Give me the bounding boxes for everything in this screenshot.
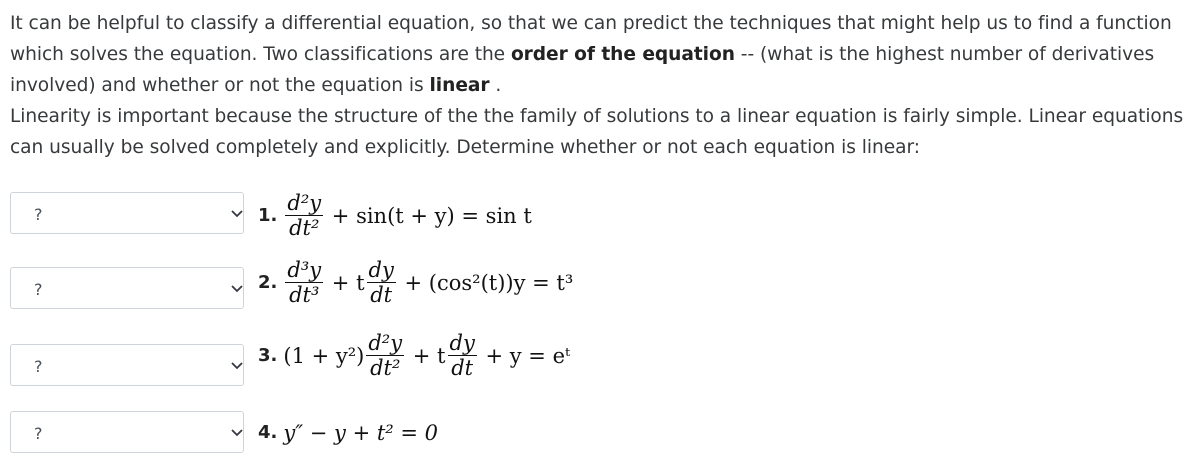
question-row-3 [10, 331, 1190, 388]
select-value: ? [34, 205, 43, 224]
equation-middle: + t [331, 270, 365, 295]
equation-number: 2. [258, 272, 278, 293]
select-value: ? [34, 280, 43, 299]
equation-number: 3. [258, 345, 278, 366]
equation-middle: + t [412, 343, 446, 368]
intro-paragraph-1 [10, 8, 1188, 101]
equation-1 [258, 192, 532, 239]
fraction [285, 259, 323, 306]
intro-text-e: . [489, 75, 502, 96]
linearity-select-3[interactable] [10, 344, 244, 386]
numerator: dy [449, 331, 475, 355]
question-row-2 [10, 258, 1190, 311]
equation-rest: + sin(t + y) = sin t [331, 203, 532, 228]
chevron-down-icon [230, 208, 244, 220]
chevron-down-icon [230, 360, 244, 372]
equation-4 [258, 419, 438, 445]
fraction [367, 259, 396, 306]
intro-text-c: -- (what is the highest number of derivatives involved) and whether or not the equation is [10, 44, 1155, 96]
equation-3 [258, 332, 570, 379]
order-of-equation-bold: order of the equation [510, 44, 735, 65]
question-text [10, 8, 1188, 163]
denominator: dt² [370, 356, 401, 380]
fraction [285, 192, 323, 239]
equation-2 [258, 259, 573, 306]
equation-rest: + y = eᵗ [485, 343, 571, 368]
numerator: d²y [287, 191, 322, 215]
denominator: dt² [289, 216, 320, 240]
linearity-select-2[interactable] [10, 267, 244, 309]
numerator: d²y [368, 331, 403, 355]
numerator: d³y [287, 258, 322, 282]
denominator: dt [451, 356, 474, 380]
chevron-down-icon [230, 427, 244, 439]
chevron-down-icon [230, 283, 244, 295]
equation-rest: y″ − y + t² = 0 [283, 420, 439, 445]
select-value: ? [34, 424, 43, 443]
linearity-select-4[interactable] [10, 411, 244, 453]
question-row-4 [10, 411, 1190, 455]
denominator: dt³ [289, 283, 320, 307]
equation-rest: + (cos²(t))y = t³ [404, 270, 574, 295]
denominator: dt [370, 283, 393, 307]
question-row-1 [10, 191, 1190, 240]
select-value: ? [34, 357, 43, 376]
equation-number: 1. [258, 205, 278, 226]
equation-prefix: (1 + y²) [283, 343, 365, 368]
fraction [366, 332, 404, 379]
intro-paragraph-2: Linearity is important because the structure of the the family of solutions to a linear equation is fairly simple. Linear equations can usually be solved completely and explicitly. Determine whether or not each equation is linear: [10, 106, 1184, 158]
equation-number: 4. [258, 422, 278, 443]
intro-text-a: It can be helpful to classify a differential equation, so that we can predict the techniques that might help us to find a function which solves the equation. Two classifications are the [10, 13, 1172, 65]
fraction [448, 332, 477, 379]
linearity-select-1[interactable] [10, 192, 244, 234]
numerator: dy [368, 258, 394, 282]
linear-bold: linear [429, 75, 490, 96]
